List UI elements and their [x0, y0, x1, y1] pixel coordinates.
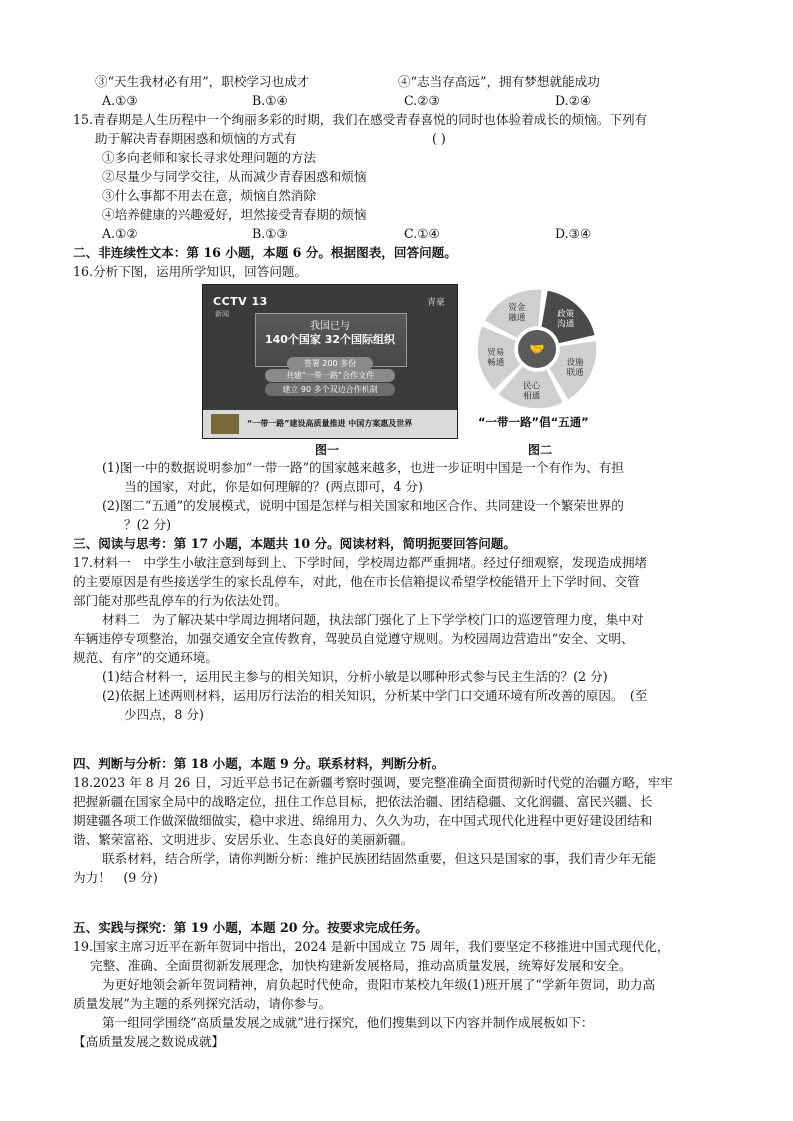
- q18-line2: 把握新疆在国家全局中的战略定位，扭住工作总目标，把依法治疆、团结稳疆、文化润疆、富民兴疆、长: [73, 794, 653, 809]
- q17-material1-line3: 部门能对那些乱停车的行为依法处罚。: [73, 593, 288, 608]
- q17-material2-line1: 材料二 为了解决某中学周边拥堵问题，执法部门强化了上下学学校门口的巡逻管理力度，集中对: [102, 612, 644, 627]
- q15-option-d: D.③④: [555, 226, 592, 241]
- q14-item-4: ④“志当存高远”，拥有梦想就能成功: [398, 74, 600, 89]
- wheel-segment-label: 民心: [523, 381, 541, 392]
- section-5-heading: 五、实践与探究：第 19 小题，本题 20 分。按要求完成任务。: [73, 920, 428, 935]
- q14-option-b: B.①④: [252, 93, 288, 108]
- q15-option-a: A.①②: [102, 226, 138, 241]
- q17-material1-line1: 17.材料一 中学生小敏注意到每到上、下学时间，学校周边都严重拥堵。经过仔细观察，发现造成拥堵: [73, 555, 648, 570]
- q18-line6: 为力！ (9 分): [73, 870, 158, 885]
- q18-line3: 期建疆各项工作做深做细做实，稳中求进、绵绵用力、久久为功，在中国式现代化进程中更好建设团结和: [73, 813, 653, 828]
- q19-board-title: 【高质量发展之数说成就】: [73, 1034, 225, 1049]
- wheel-segment-label: 融通: [508, 313, 526, 324]
- handshake-icon: 🤝: [529, 342, 545, 356]
- q14-option-d: D.②④: [555, 93, 592, 108]
- section-3-heading: 三、阅读与思考：第 17 小题，本题共 10 分。阅读材料，简明扼要回答问题。: [73, 536, 516, 551]
- q15-item-3: ③什么事都不用去在意，烦恼自然消除: [102, 188, 317, 203]
- q17-sub1: (1)结合材料一，运用民主参与的相关知识，分析小敏是以哪种形式参与民主生活的？(2 分): [102, 669, 608, 684]
- stat-line-2: 140个国家 32个国际组织: [264, 333, 396, 346]
- stat-line-1: 我国已与: [310, 321, 350, 332]
- stat-pill-documents: 签署 200 多份: [287, 357, 373, 370]
- stat-pill-cooperation: 共建“一带一路”合作文件: [265, 369, 395, 382]
- wheel-segment-label: 贸易: [487, 347, 505, 358]
- q16-sub2-line1: (2)图二“五通”的发展模式，说明中国是怎样与相关国家和地区合作、共同建设一个繁荣世界的: [102, 498, 624, 513]
- wheel-segment-label: 政策: [557, 309, 575, 320]
- q17-material2-line2: 车辆违停专项整治，加强交通安全宣传教育，驾驶员自觉遵守规则。为校园周边营造出“安全、文明、: [73, 631, 634, 646]
- q19-line5: 第一组同学围绕“高质量发展之成就”进行探究，他们搜集到以下内容并制作成展板如下：: [102, 1015, 594, 1030]
- q16-sub1-line1: (1)图一中的数据说明参加“一带一路”的国家越来越多，也进一步证明中国是一个有作为、有担: [102, 460, 624, 475]
- figure-2-caption: 图二: [528, 443, 553, 457]
- q15-item-4: ④培养健康的兴趣爱好，坦然接受青春期的烦恼: [102, 207, 367, 222]
- q15-item-1: ①多向老师和家长寻求处理问题的方法: [102, 150, 317, 165]
- q15-item-2: ②尽量少与同学交往，从而减少青春困惑和烦恼: [102, 169, 367, 184]
- q16-sub1-line2: 当的国家，对此，你是如何理解的？(两点即可，4 分): [124, 479, 423, 494]
- q18-line1: 18.2023 年 8 月 26 日，习近平总书记在新疆考察时强调，要完整准确全面贯彻新时代党的治疆方略，牢牢: [73, 775, 673, 790]
- q15-stem-line2: 助于解决青春期困惑和烦恼的方式有: [95, 131, 297, 146]
- news-banner-text: “一带一路”建设高质量推进 中国方案惠及世界: [247, 419, 413, 428]
- wheel-segment-label: 相通: [523, 391, 541, 402]
- figure-1-tv-screenshot: [202, 284, 458, 439]
- wheel-segment-label: 联通: [566, 368, 584, 378]
- wheel-segment-label: 沟通: [557, 319, 575, 330]
- q14-option-a: A.①③: [102, 93, 138, 108]
- wheel-segment-label: 资金: [508, 303, 526, 314]
- q17-sub2-line1: (2)依据上述两则材料，运用厉行法治的相关知识，分析某中学门口交通环境有所改善的原因。 (至: [102, 688, 648, 703]
- q18-line4: 谐、繁荣富裕、文明进步、安居乐业、生态良好的美丽新疆。: [73, 832, 414, 847]
- q15-stem-line1: 15.青春期是人生历程中一个绚丽多彩的时期，我们在感受青春喜悦的同时也体验着成长的烦恼。下列有: [73, 112, 648, 127]
- q15-answer-paren: ( ): [432, 131, 446, 146]
- q19-line1: 19.国家主席习近平在新年贺词中指出，2024 是新中国成立 75 周年，我们要坚定不移推进中国式现代化，: [73, 939, 670, 954]
- news-badge-icon: [211, 414, 239, 434]
- figure-2-title: “一带一路”倡“五通”: [478, 415, 589, 429]
- q15-option-c: C.①④: [404, 226, 440, 241]
- figure-2-wheel: [474, 286, 600, 412]
- tv-corner-label: 青豪: [426, 298, 445, 308]
- q19-line2: 完整、准确、全面贯彻新发展理念，加快构建新发展格局，推动高质量发展，统筹好发展和安全。: [90, 958, 632, 973]
- channel-subtitle: 新闻: [215, 310, 229, 318]
- q15-option-b: B.①③: [252, 226, 288, 241]
- cctv-logo: CCTV 13: [213, 295, 268, 308]
- wheel-segment-label: 设施: [566, 358, 584, 368]
- q18-line5: 联系材料，结合所学，请你判断分析：维护民族团结固然重要，但这只是国家的事，我们青少年无能: [102, 851, 657, 866]
- q17-material1-line2: 的主要原因是有些接送学生的家长乱停车，对此，他在市长信箱提议希望学校能错开上下学时间、交管: [73, 574, 640, 589]
- q14-option-c: C.②③: [404, 93, 440, 108]
- q16-stem: 16.分析下图，运用所学知识，回答问题。: [73, 264, 308, 279]
- q17-material2-line3: 规范、有序”的交通环境。: [73, 650, 218, 665]
- stat-pill-mechanisms: 建立 90 多个双边合作机制: [265, 383, 395, 396]
- section-4-heading: 四、判断与分析：第 18 小题，本题 9 分。联系材料，判断分析。: [73, 756, 445, 771]
- q17-sub2-line2: 少四点，8 分): [124, 707, 204, 722]
- figure-1-caption: 图一: [315, 443, 340, 457]
- q19-line4: 质量发展”为主题的系列探究活动，请你参与。: [73, 996, 332, 1011]
- q14-item-3: ③“天生我材必有用”，职校学习也成才: [95, 74, 310, 89]
- q16-sub2-line2: ？(2 分): [124, 517, 172, 532]
- q19-line3: 为更好地领会新年贺词精神，肩负起时代使命，贵阳市某校九年级(1)班开展了“学新年贺词，助力高: [102, 977, 656, 992]
- wheel-segment-label: 畅通: [487, 357, 505, 368]
- section-2-heading: 二、非连续性文本：第 16 小题，本题 6 分。根据图表，回答问题。: [73, 245, 457, 260]
